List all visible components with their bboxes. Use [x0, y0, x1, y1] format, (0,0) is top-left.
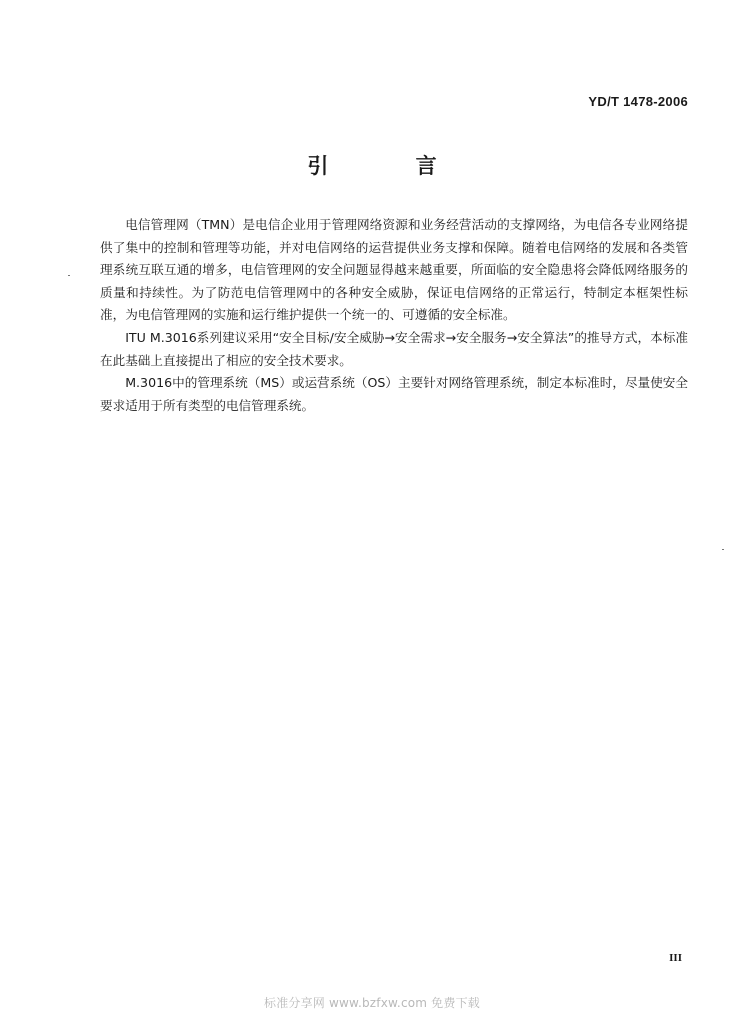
- scan-speck: [68, 275, 70, 276]
- paragraph-itu-m3016: ITU M.3016系列建议采用“安全目标/安全威胁→安全需求→安全服务→安全算法”的推导方式，本标准在此基础上直接提出了相应的安全技术要求。: [100, 329, 688, 368]
- standard-code: YD/T 1478-2006: [588, 94, 688, 109]
- paragraph-ms-os-scope: M.3016中的管理系统（MS）或运营系统（OS）主要针对网络管理系统，制定本标准时，尽量使安全要求适用于所有类型的电信管理系统。: [100, 375, 688, 413]
- page-number: III: [669, 952, 682, 964]
- footer-watermark: 标准分享网 www.bzfxw.com 免费下载: [264, 996, 480, 1010]
- introduction-body: [100, 214, 688, 417]
- scan-speck: [722, 549, 724, 550]
- page-title: 引 言: [307, 154, 477, 178]
- paragraph-tmn-overview: 电信管理网（TMN）是电信企业用于管理网络资源和业务经营活动的支撑网络，为电信各专业网络提供了集中的控制和管理等功能，并对电信网络的运营提供业务支撑和保障。随着电信网络的发展和各类管理系统互联互通的增多，电信管理网的安全问题显得越来越重要，所面临的安全隐患将会降低网络服务的质量和持续性。为了防范电信管理网中的各种安全威胁，保证电信网络的正常运行，特制定本框架性标准，为电信管理网的实施和运行维护提供一个统一的、可遵循的安全标准。: [100, 217, 688, 323]
